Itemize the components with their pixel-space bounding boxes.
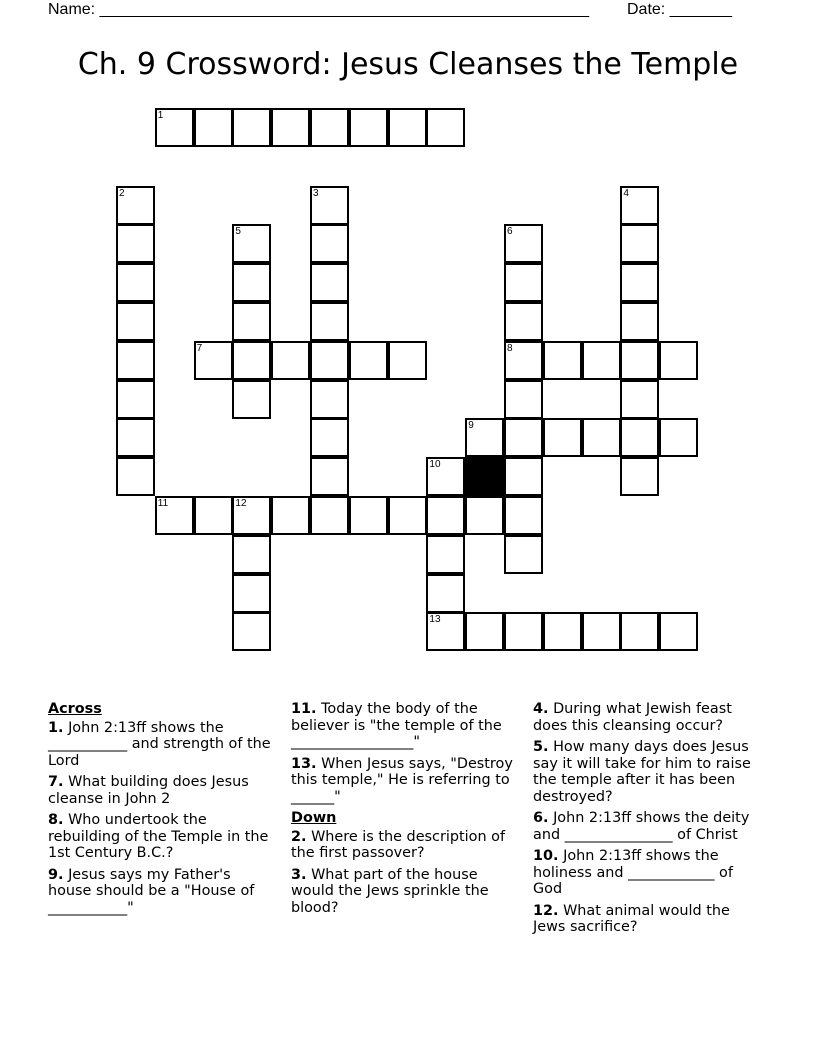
clue-text: John 2:13ff shows the deity and _______________ of Christ	[533, 810, 750, 843]
grid-cell[interactable]	[388, 496, 427, 535]
grid-cell[interactable]	[194, 108, 233, 147]
grid-cell[interactable]	[116, 418, 155, 457]
grid-cell[interactable]	[310, 302, 349, 341]
grid-cell[interactable]	[271, 108, 310, 147]
clue-down-4	[533, 701, 765, 734]
grid-cell[interactable]	[426, 612, 465, 651]
grid-cell[interactable]	[155, 108, 194, 147]
clue-across-1	[48, 720, 273, 770]
clue-text: John 2:13ff shows the ___________ and strength of the Lord	[48, 719, 271, 769]
grid-cell[interactable]	[426, 457, 465, 496]
grid-cell[interactable]	[659, 612, 698, 651]
cell-number: 10	[429, 459, 441, 471]
grid-cell[interactable]	[620, 418, 659, 457]
grid-cell[interactable]	[116, 380, 155, 419]
grid-cell[interactable]	[349, 496, 388, 535]
grid-cell[interactable]	[543, 418, 582, 457]
grid-cell[interactable]	[232, 108, 271, 147]
clue-across-11	[291, 701, 523, 751]
grid-cell[interactable]	[310, 224, 349, 263]
grid-cell[interactable]	[116, 341, 155, 380]
grid-cell[interactable]	[426, 496, 465, 535]
grid-cell[interactable]	[232, 263, 271, 302]
grid-cell[interactable]	[620, 263, 659, 302]
name-field[interactable]: Name: _______________________________________________________	[48, 1, 589, 18]
grid-cell[interactable]	[388, 108, 427, 147]
grid-cell[interactable]	[271, 341, 310, 380]
grid-cell[interactable]	[620, 302, 659, 341]
cell-number: 4	[623, 187, 629, 199]
cell-number: 9	[468, 420, 474, 432]
clue-text: How many days does Jesus say it will take for him to raise the temple after it has been destroyed?	[533, 739, 751, 805]
grid-cell[interactable]	[155, 496, 194, 535]
clue-down-5	[533, 739, 765, 805]
clue-number: 9.	[48, 866, 64, 883]
down-heading: Down	[291, 810, 337, 826]
grid-cell[interactable]	[194, 496, 233, 535]
black-square	[465, 457, 504, 496]
clue-number: 13.	[291, 755, 317, 772]
grid-cell[interactable]	[349, 341, 388, 380]
grid-cell[interactable]	[310, 418, 349, 457]
cell-number: 5	[235, 226, 241, 238]
clue-across-7	[48, 774, 273, 807]
grid-cell[interactable]	[194, 341, 233, 380]
clue-number: 6.	[533, 810, 549, 826]
clue-down-2	[291, 829, 523, 862]
grid-cell[interactable]	[659, 418, 698, 457]
grid-cell[interactable]	[232, 224, 271, 263]
grid-cell[interactable]	[232, 302, 271, 341]
grid-cell[interactable]	[310, 108, 349, 147]
grid-cell[interactable]	[388, 341, 427, 380]
clues-column-3	[533, 701, 765, 941]
clue-text: Today the body of the believer is "the temple of the _________________"	[291, 701, 502, 750]
grid-cell[interactable]	[504, 302, 543, 341]
grid-cell[interactable]	[116, 263, 155, 302]
grid-cell[interactable]	[116, 186, 155, 225]
grid-cell[interactable]	[271, 496, 310, 535]
grid-cell[interactable]	[465, 418, 504, 457]
grid-cell[interactable]	[232, 535, 271, 574]
grid-cell[interactable]	[426, 535, 465, 574]
grid-cell[interactable]	[426, 574, 465, 613]
cell-number: 2	[119, 187, 125, 199]
grid-cell[interactable]	[349, 108, 388, 147]
cell-number: 7	[196, 342, 203, 354]
grid-cell[interactable]	[620, 457, 659, 496]
grid-cell[interactable]	[504, 418, 543, 457]
grid-cell[interactable]	[465, 496, 504, 535]
clue-down-12	[533, 903, 765, 936]
clue-text: When Jesus says, "Destroy this temple," He is referring to ______"	[291, 755, 513, 805]
date-field[interactable]: Date: _______	[627, 1, 732, 18]
page-title: Ch. 9 Crossword: Jesus Cleanses the Temple	[77, 47, 739, 82]
grid-cell[interactable]	[543, 341, 582, 380]
cell-number: 12	[235, 498, 247, 509]
clues-column-1	[48, 701, 273, 921]
across-heading: Across	[48, 701, 102, 717]
grid-cell[interactable]	[465, 612, 504, 651]
grid-cell[interactable]	[232, 612, 271, 651]
grid-cell[interactable]	[232, 341, 271, 380]
grid-cell[interactable]	[310, 263, 349, 302]
clue-text: Where is the description of the first passover?	[291, 828, 506, 861]
grid-cell[interactable]	[659, 341, 698, 380]
cell-number: 6	[507, 226, 513, 238]
clue-number: 2.	[291, 828, 307, 845]
cell-number: 13	[429, 614, 441, 626]
grid-cell[interactable]	[504, 380, 543, 419]
clue-down-3	[291, 867, 523, 917]
grid-cell[interactable]	[232, 496, 271, 535]
grid-cell[interactable]	[504, 457, 543, 496]
clue-across-9	[48, 867, 273, 917]
clue-down-10	[533, 848, 765, 898]
grid-cell[interactable]	[426, 108, 465, 147]
grid-cell[interactable]	[310, 457, 349, 496]
grid-cell[interactable]	[620, 380, 659, 419]
grid-cell[interactable]	[620, 612, 659, 651]
clue-number: 4.	[533, 701, 549, 717]
grid-cell[interactable]	[582, 612, 621, 651]
grid-cell[interactable]	[116, 224, 155, 263]
grid-cell[interactable]	[504, 263, 543, 302]
grid-cell[interactable]	[116, 457, 155, 496]
grid-cell[interactable]	[504, 224, 543, 263]
clue-text: What part of the house would the Jews sprinkle the blood?	[291, 866, 489, 916]
grid-cell[interactable]	[504, 612, 543, 651]
clue-number: 3.	[291, 866, 307, 883]
clue-number: 12.	[533, 902, 559, 919]
clue-number: 8.	[48, 812, 64, 828]
grid-cell[interactable]	[504, 341, 543, 380]
grid-cell[interactable]	[232, 380, 271, 419]
clue-text: What building does Jesus cleanse in John 2	[48, 774, 249, 807]
grid-cell[interactable]	[116, 302, 155, 341]
clue-down-6	[533, 810, 765, 843]
clue-text: John 2:13ff shows the holiness and ____________ of God	[533, 848, 733, 897]
clue-number: 11.	[291, 701, 317, 717]
clues-column-2	[291, 701, 523, 921]
grid-cell[interactable]	[310, 341, 349, 380]
cell-number: 1	[157, 110, 164, 121]
clue-text: Jesus says my Father's house should be a "House of ___________"	[48, 866, 255, 916]
grid-cell[interactable]	[582, 341, 621, 380]
grid-cell[interactable]	[504, 496, 543, 535]
clue-number: 10.	[533, 848, 559, 864]
cell-number: 8	[507, 342, 513, 354]
clue-text: During what Jewish feast does this cleansing occur?	[533, 701, 732, 734]
cell-number: 3	[313, 187, 319, 199]
grid-cell[interactable]	[232, 574, 271, 613]
cell-number: 11	[157, 498, 169, 509]
grid-cell[interactable]	[310, 380, 349, 419]
grid-cell[interactable]	[543, 612, 582, 651]
clue-number: 5.	[533, 739, 549, 755]
grid-cell[interactable]	[620, 341, 659, 380]
grid-cell[interactable]	[504, 535, 543, 574]
clue-text: Who undertook the rebuilding of the Temple in the 1st Century B.C.?	[48, 812, 269, 861]
grid-cell[interactable]	[620, 186, 659, 225]
grid-cell[interactable]	[582, 418, 621, 457]
clue-across-8	[48, 812, 273, 862]
clue-across-13	[291, 756, 523, 806]
clue-number: 7.	[48, 774, 64, 790]
grid-cell[interactable]	[620, 224, 659, 263]
grid-cell[interactable]	[310, 496, 349, 535]
clue-text: What animal would the Jews sacrifice?	[533, 902, 730, 935]
clue-number: 1.	[48, 719, 64, 736]
grid-cell[interactable]	[310, 186, 349, 225]
